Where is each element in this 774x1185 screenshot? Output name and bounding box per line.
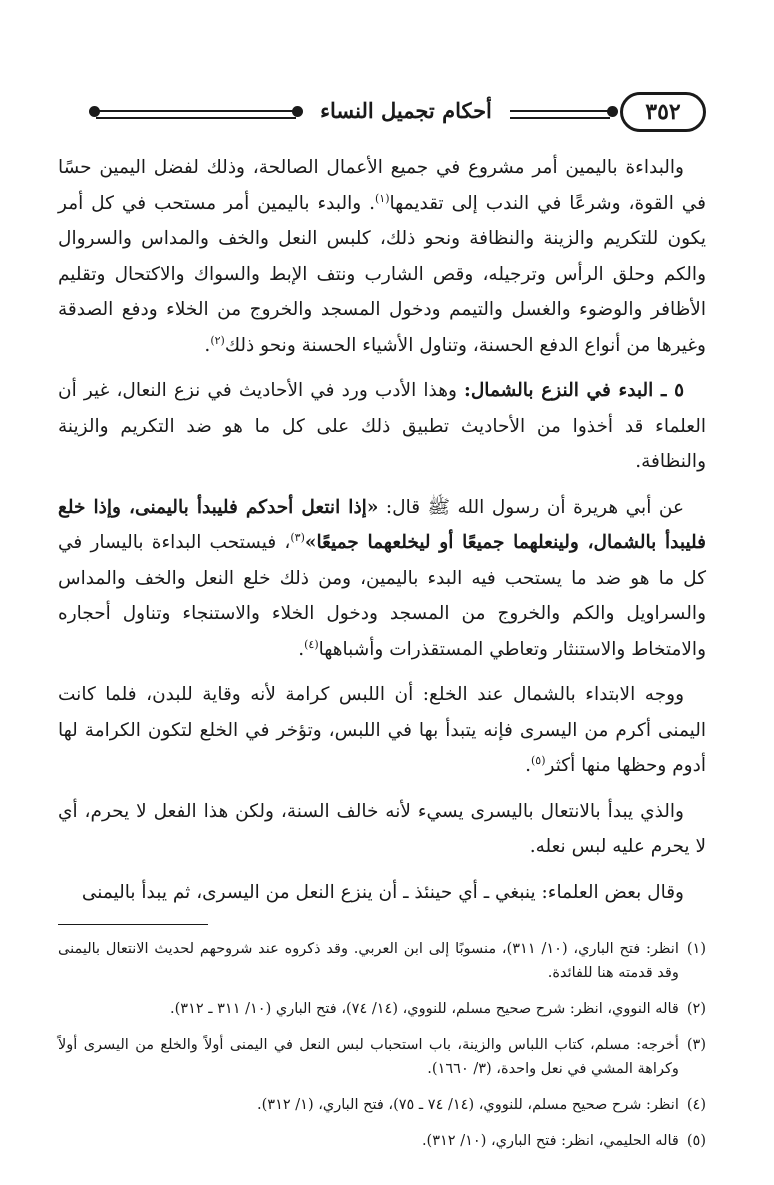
footnote-ref[interactable]: (٣)	[290, 530, 305, 544]
footnote	[58, 997, 706, 1021]
footnotes	[58, 937, 706, 1153]
section-heading: ٥ ـ البدء في النزع بالشمال:	[464, 380, 684, 401]
footnote-text: انظر: شرح صحيح مسلم، للنووي، (١٤/ ٧٤ ـ ٧٥)، فتح الباري، (١/ ٣١٢).	[257, 1097, 679, 1113]
footnote-separator	[58, 924, 208, 925]
book-page	[58, 88, 706, 1148]
footnote	[58, 1129, 706, 1153]
paragraph: عن أبي هريرة أن رسول الله ﷺ قال: «إذا انتعل أحدكم فليبدأ باليمنى، وإذا خلع فليبدأ بالشمال، ولينعلهما جميعًا أو ليخلعهما جميعًا»$^{(٣)}$، فيستحب البداءة باليسار في كل ما هو ضد ما يستحب فيه البدء باليمين، ومن ذلك خلع النعل والخف والمداس والسراويل والكم والخروج من المسجد ودخول الخلاء والاستنجاء وتناول أحجاره والامتخاط والاستنثار وتعاطي المستقذرات وأشباهها$^{(٤)}$.	[58, 496, 707, 660]
footnote-number: (٥)	[686, 1133, 706, 1149]
paragraph: ٥ ـ البدء في النزع بالشمال: وهذا الأدب ورد في الأحاديث في نزع النعال، غير أن العلماء قد أخذوا من الأحاديث تطبيق ذلك على كل ما هو ضد التكريم والزينة والنظافة.	[58, 380, 706, 472]
header-rule	[96, 110, 296, 119]
footnote-ref[interactable]: (٤)	[304, 637, 319, 651]
footnote-text: قاله الحليمي، انظر: فتح الباري، (١٠/ ٣١٢).	[421, 1133, 679, 1149]
footnote-text: قاله النووي، انظر: شرح صحيح مسلم، للنووي، (١٤/ ٧٤)، فتح الباري (١٠/ ٣١١ ـ ٣١٢).	[170, 1001, 679, 1017]
ornament-dot	[89, 106, 100, 117]
paragraph: والبداءة باليمين أمر مشروع في جميع الأعمال الصالحة، وذلك لفضل اليمين حسًا في القوة، وشرعًا في الندب إلى تقديمها$^{(١)}$. والبدء باليمين أمر مستحب في كل أمر يكون للتكريم والزينة والنظافة ونحو ذلك، كلبس النعل والخف والمداس والسروال والكم وحلق الرأس وترجيله، وقص الشارب ونتف الإبط والسواك والاكتحال وتقليم الأظافر والوضوء والغسل والتيمم ودخول المسجد والخروج من الخلاء ودفع الصدقة وغيرها من أنواع الدفع الحسنة، وتناول الأشياء الحسنة ونحو ذلك$^{(٢)}$.	[58, 157, 706, 356]
footnote-ref[interactable]: (٥)	[530, 753, 546, 767]
footnote-number: (٤)	[686, 1097, 706, 1113]
paragraph: وقال بعض العلماء: ينبغي ـ أي حينئذ ـ أن ينزع النعل من اليسرى، ثم يبدأ باليمنى	[81, 881, 684, 903]
footnote	[58, 1093, 706, 1117]
paragraph: ووجه الابتداء بالشمال عند الخلع: أن اللبس كرامة لأنه وقاية للبدن، فلما كانت اليمنى أكرم من اليسرى فإنه يتبدأ بها في اللبس، وتؤخر في الخلع لتكون الكرامة لها أدوم وحظها منها أكثر$^{(٥)}$.	[58, 684, 706, 776]
paragraph: والذي يبدأ بالانتعال باليسرى يسيء لأنه خالف السنة، ولكن هذا الفعل لا يحرم، أي لا يحرم عليه لبس نعله.	[58, 800, 706, 857]
footnote-ref[interactable]: (٢)	[210, 333, 225, 347]
header-rule	[510, 110, 610, 119]
footnote-ref[interactable]: (١)	[374, 191, 390, 205]
page-number: ٣٥٢	[620, 92, 706, 132]
main-text	[58, 150, 706, 910]
footnote-text: أخرجه: مسلم، كتاب اللباس والزينة، باب استحباب لبس النعل في اليمنى أولاً والخلع من اليسرى أولاً وكراهة المشي في نعل واحدة، (٣/ ١٦٦٠).	[58, 1037, 679, 1077]
running-title: أحكام تجميل النساء	[320, 98, 492, 123]
footnote	[58, 1033, 706, 1081]
footnote-number: (٢)	[686, 1001, 706, 1017]
footnote-number: (١)	[686, 941, 706, 957]
footnote-number: (٣)	[686, 1037, 706, 1053]
footnote-text: انظر: فتح الباري، (١٠/ ٣١١)، منسوبًا إلى ابن العربي. وقد ذكروه عند شروحهم لحديث الانتعال باليمنى وقد قدمته هنا للفائدة.	[58, 941, 679, 981]
hadith-quote: «إذا انتعل أحدكم فليبدأ باليمنى، وإذا خلع فليبدأ بالشمال، ولينعلهما جميعًا أو ليخلعهما جميعًا»	[58, 496, 707, 553]
page-header	[58, 88, 706, 144]
footnote	[58, 937, 706, 985]
